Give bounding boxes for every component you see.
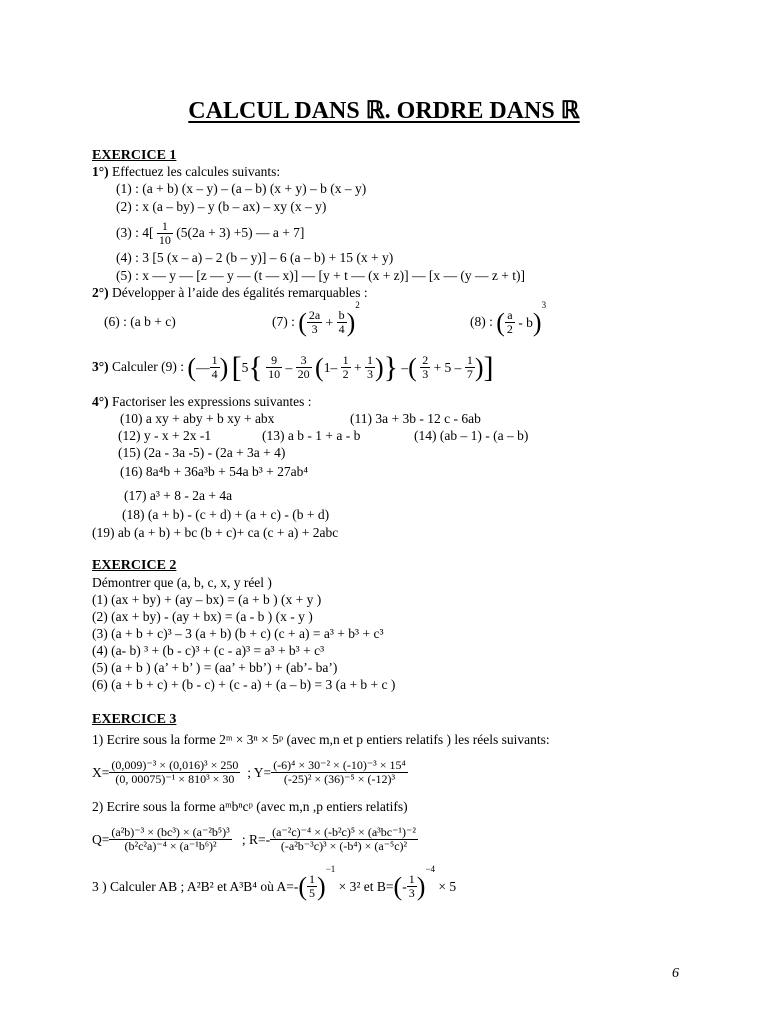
ex2-line-4: (4) (a- b) ³ + (b - c)³ + (c - a)³ = a³ + b³ + c³ <box>92 643 325 658</box>
ex1-expr-13: (13) a b - 1 + a - b <box>262 428 361 443</box>
ex1-expr-2: (2) : x (a – by) – y (b – ax) – xy (x – y) <box>116 199 327 214</box>
ex1-expr-9: 3°) Calculer (9) : (— $\frac{1}{4}$ ) [5{ $\frac{9}{10}$ – $\frac{3}{20}$ (1– $\frac{1}{2}$ + $\frac{1}{3}$ )} –( $\frac{2}{3}$ + 5 – $\frac{1}{7}$ )] <box>92 350 494 384</box>
ex1-expr-11: (11) 3a + 3b - 12 c - 6ab <box>350 411 481 426</box>
ex2-line-1: (1) (ax + by) + (ay – bx) = (a + b ) (x + y ) <box>92 592 322 607</box>
ex1-expr-4: (4) : 3 [5 (x – a) – 2 (b – y)] – 6 (a – b) + 15 (x + y) <box>116 250 394 265</box>
ex1-expr-12: (12) y - x + 2x -1 <box>118 428 212 443</box>
page-title: CALCUL DANS ℝ. ORDRE DANS ℝ <box>188 98 580 124</box>
ex1-expr-17: (17) a³ + 8 - 2a + 4a <box>124 488 233 503</box>
ex1-expr-1: (1) : (a + b) (x – y) – (a – b) (x + y) – b (x – y) <box>116 181 367 196</box>
exercise-3-heading: EXERCICE 3 <box>92 712 177 727</box>
ex2-line-2: (2) (ax + by) - (ay + bx) = (a - b ) (x - y ) <box>92 609 313 624</box>
ex1-expr-18: (18) (a + b) - (c + d) + (a + c) - (b + d) <box>122 507 330 522</box>
ex1-expr-3: (3) : 4[ $\frac{1}{10}$ (5(2a + 3) +5) — a + 7] <box>116 219 305 248</box>
ex2-line-6: (6) (a + b + c) + (b - c) + (c - a) + (a – b) = 3 (a + b + c ) <box>92 677 396 692</box>
ex1-expr-15: (15) (2a - 3a -5) - (2a + 3a + 4) <box>118 445 286 460</box>
ex2-line-3: (3) (a + b + c)³ – 3 (a + b) (b + c) (c + a) = a³ + b³ + c³ <box>92 626 384 641</box>
ex3-question-1: 1) Ecrire sous la forme 2ᵐ × 3ⁿ × 5ᵖ (avec m,n et p entiers relatifs ) les réels suivants: <box>92 732 550 747</box>
exercise-2-heading: EXERCICE 2 <box>92 558 177 573</box>
ex1-question-4: 4°) Factoriser les expressions suivantes : <box>92 394 312 409</box>
ex2-line-5: (5) (a + b ) (a’ + b’ ) = (aa’ + bb’) + (ab’- ba’) <box>92 660 338 675</box>
ex1-expr-8: (8) : ( $\frac{a}{2}$ - b)$^3$ <box>470 300 547 337</box>
ex1-question-2: 2°) Développer à l’aide des égalités remarquables : <box>92 285 368 300</box>
ex1-expr-10: (10) a xy + aby + b xy + abx <box>120 411 275 426</box>
ex2-intro: Démontrer que (a, b, c, x, y réel ) <box>92 575 272 590</box>
exercise-1-heading: EXERCICE 1 <box>92 148 177 163</box>
ex3-X-Y: X= $\frac{\text{(0,009)⁻³ × (0,016)³ × 250}}{\text{(0, 00075)⁻¹ × 810³ × 30}}$ ; Y= $\frac{\text{(-6)⁴ × 30⁻² × (-10)⁻³ × 15⁴}}{\text{(-25)² × (36)⁻⁵ × (-12)³}}$ <box>92 758 406 787</box>
ex1-expr-6: (6) : (a b + c) <box>104 314 176 329</box>
ex1-expr-5: (5) : x — y — [z — y — (t — x)] — [y + t — (x + z)] — [x — (y — z + t)] <box>116 268 526 283</box>
page-number: 6 <box>672 966 679 981</box>
ex3-question-3: 3 ) Calculer AB ; A²B² et A³B⁴ où A=-( $\frac{1}{5}$ )$^{-1}$ × 3² et B=(- $\frac{1}{3}$ )$^{-4}$ × 5 <box>92 864 457 901</box>
ex3-question-2: 2) Ecrire sous la forme aᵐbⁿcᵖ (avec m,n ,p entiers relatifs) <box>92 799 408 814</box>
ex3-Q-R: Q= $\frac{\text{(a²b)⁻³ × (bc³) × (a⁻²b⁵)³}}{\text{(b²c²a)⁻⁴ × (a⁻¹b⁶)²}}$ ; R=- $\frac{\text{(a⁻²c)⁻⁴ × (-b²c)⁵ × (a³bc⁻¹)⁻²}}{\text{(-a²b⁻³c)³ × (-b⁴) × (a⁻⁵c)²}}$ <box>92 825 416 854</box>
ex1-expr-7: (7) : ( $\frac{2a}{3}$ + $\frac{b}{4}$ )$^2$ <box>272 300 360 337</box>
ex1-expr-16: (16) 8a⁴b + 36a³b + 54a b³ + 27ab⁴ <box>120 464 309 479</box>
ex1-question-1: 1°) Effectuez les calcules suivants: <box>92 164 281 179</box>
ex1-expr-14: (14) (ab – 1) - (a – b) <box>414 428 529 443</box>
ex1-expr-19: (19) ab (a + b) + bc (b + c)+ ca (c + a) + 2abc <box>92 525 339 540</box>
